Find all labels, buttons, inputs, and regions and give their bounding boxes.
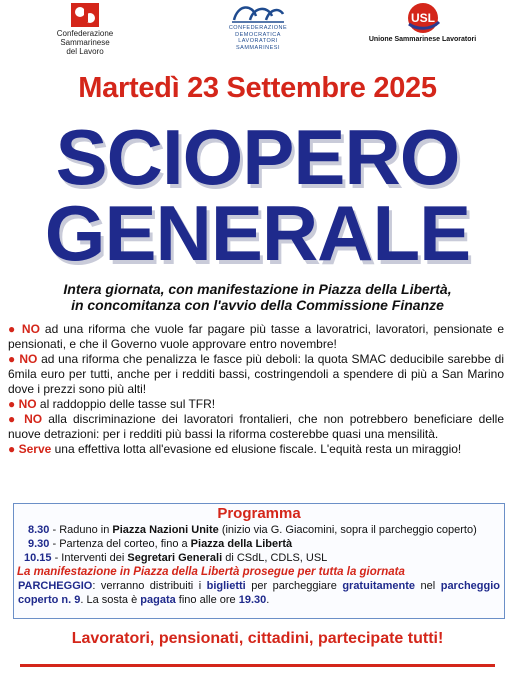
bullet-icon: ● <box>8 352 16 366</box>
svg-text:USL: USL <box>410 11 435 25</box>
demand-item <box>8 412 504 442</box>
parking-text: pagata <box>140 594 176 606</box>
bullet-icon: ● <box>8 412 19 426</box>
program-text: - Interventi dei <box>51 552 128 564</box>
parking-text: . La sosta è <box>80 594 141 606</box>
program-place: Piazza della Libertà <box>190 538 293 550</box>
demand-text: una effettiva lotta all'evasione ed elusione fiscale. L'equità resta un miraggio! <box>51 442 462 456</box>
program-title: Programma <box>217 505 301 522</box>
intro-text-b: Piazza della Libertà <box>318 281 448 297</box>
usl-logo <box>355 2 490 44</box>
csdl-logo-icon <box>70 2 100 28</box>
program-text: di CSdL, CDLS, USL <box>222 552 328 564</box>
title-line-2: GENERALE <box>44 189 471 277</box>
parking-text: nel <box>415 580 441 592</box>
demand-lead: Serve <box>18 442 52 456</box>
usl-logo-icon <box>401 2 445 34</box>
cdls-logo <box>213 2 303 51</box>
cdls-caption-1: CONFEDERAZIONE <box>228 25 288 31</box>
program-text: (inizio via G. Giacomini, sopra il parcheggio coperto) <box>218 524 477 536</box>
bullet-icon: ● <box>8 397 16 411</box>
parking-text: fino alle ore <box>175 594 239 606</box>
demand-text: ad una riforma che vuole far pagare più tasse a lavoratrici, lavoratori, pensionate e pensionati, e che il Governo vuole approvare entro novembre! <box>8 322 504 351</box>
program-box <box>13 503 505 619</box>
closing-call: Lavoratori, pensionati, cittadini, partecipate tutti! <box>71 630 444 647</box>
header <box>0 0 515 62</box>
intro-text-c: , <box>447 281 452 297</box>
demands-list <box>8 322 504 457</box>
intro-line-2: in concomitanza con l'avvio della Commissione Finanze <box>71 297 444 313</box>
cdls-caption-2: DEMOCRATICA <box>235 31 281 38</box>
parking-text: : verranno distribuiti i <box>92 580 207 592</box>
parking-text: biglietti <box>206 580 246 592</box>
program-time: 9.30 <box>28 538 50 550</box>
program-text: - Partenza del corteo, fino a <box>49 538 191 550</box>
csdl-caption-2: Sammarinese <box>60 38 110 47</box>
parking-note <box>14 579 504 607</box>
demand-text: alla discriminazione dei lavoratori frontalieri, che non potrebbero beneficiare delle nuove detrazioni: per i redditi più bassi la riforma costerebbe quasi una mensilità. <box>8 412 504 441</box>
csdl-logo <box>40 2 130 56</box>
demand-lead: NO <box>19 352 38 366</box>
demand-item <box>8 352 504 397</box>
parking-label: PARCHEGGIO <box>18 580 93 592</box>
parking-text: . <box>266 594 270 606</box>
demand-item <box>8 397 504 412</box>
bottom-divider <box>20 664 495 667</box>
program-item <box>14 523 504 537</box>
intro-text-a: Intera giornata, con manifestazione in <box>63 281 319 297</box>
program-item <box>14 551 504 565</box>
csdl-caption-3: del Lavoro <box>66 47 104 56</box>
csdl-caption-1: Confederazione <box>56 29 114 38</box>
demand-text: ad una riforma che penalizza le fasce più deboli: la quota SMAC deducibile sarebbe di 6mila euro per tutti, anche per i redditi bassi, costringendoli a spendere di più a San Marino dove i prezzi sono più alti! <box>8 352 504 396</box>
program-time: 8.30 <box>28 524 50 536</box>
parking-text: per parcheggiare <box>245 580 343 592</box>
cdls-logo-icon <box>228 2 288 24</box>
usl-caption: Unione Sammarinese Lavoratori <box>368 36 477 43</box>
demand-item <box>8 322 504 352</box>
demand-lead: NO <box>21 322 40 336</box>
parking-text: gratuitamente <box>342 580 416 592</box>
event-date: Martedì 23 Settembre 2025 <box>78 72 437 104</box>
cdls-caption-3: LAVORATORI <box>238 38 278 44</box>
bullet-icon: ● <box>8 442 16 456</box>
parking-text: 19.30 <box>238 594 267 606</box>
title-line-1: SCIOPERO <box>55 113 460 201</box>
parking-text: parcheggio coperto n. 9 <box>18 580 501 606</box>
demand-lead: NO <box>24 412 43 426</box>
demand-lead: NO <box>18 397 37 411</box>
program-place: Segretari Generali <box>127 552 223 564</box>
program-time: 10.15 <box>24 552 52 564</box>
intro-line-1 <box>0 281 515 297</box>
program-place: Piazza Nazioni Unite <box>112 524 219 536</box>
demand-item <box>8 442 504 457</box>
bullet-icon: ● <box>8 322 17 336</box>
program-text: - Raduno in <box>49 524 113 536</box>
demand-text: al raddoppio delle tasse sul TFR! <box>36 397 216 411</box>
cdls-caption-4: SAMMARINESI <box>235 44 280 51</box>
program-item <box>14 537 504 551</box>
manifestation-note: La manifestazione in Piazza della Libertà prosegue per tutta la giornata <box>17 566 405 578</box>
intro <box>0 281 515 313</box>
